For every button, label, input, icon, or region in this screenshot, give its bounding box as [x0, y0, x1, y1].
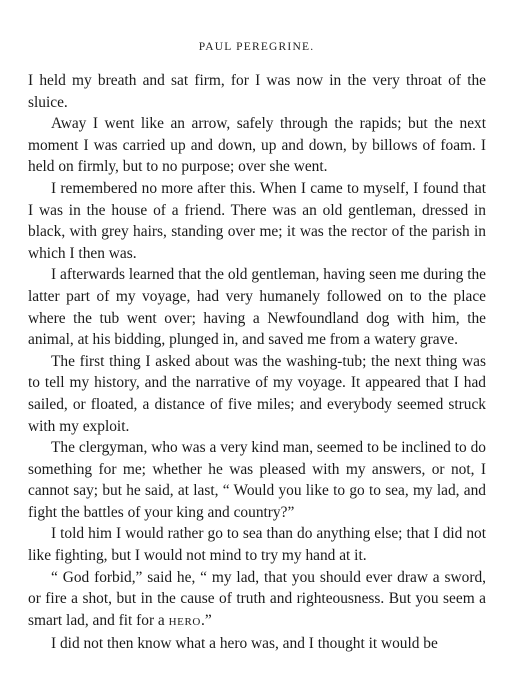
paragraph: I told him I would rather go to sea than do anything else; that I did not like fighting, but I would not mind to try my hand at it.	[28, 525, 486, 565]
paragraph: The first thing I asked about was the washing-tub; the next thing was to tell my history, and the narrative of my voyage. It appeared that I had sailed, or floated, a distance of five miles; and everybody seemed struck with my exploit.	[28, 352, 486, 435]
paragraph-text: “ God forbid,” said he, “ my lad, that you should ever draw a sword, or fire a shot, but in the cause of truth and righteousness. But you seem a smart lad, and fit for a	[28, 568, 486, 629]
paragraph: I afterwards learned that the old gentleman, having seen me during the latter part of my voyage, had very humanely followed on to the place where the tub went over; having a Newfoundland dog with him, the animal, at his bidding, plunged in, and saved me from a watery grave.	[28, 266, 486, 349]
paragraph	[28, 567, 486, 634]
paragraph: I held my breath and sat firm, for I was now in the very throat of the sluice.	[28, 72, 486, 111]
paragraph: I did not then know what a hero was, and I thought it would be	[51, 635, 438, 653]
paragraph: I remembered no more after this. When I came to myself, I found that I was in the house of a friend. There was an old gentleman, dressed in black, with grey hairs, standing over me; it was the rector of the parish in which I then was.	[28, 179, 486, 262]
running-head: PAUL PEREGRINE.	[198, 41, 315, 53]
small-caps-word: HERO	[168, 615, 201, 628]
body-text	[28, 70, 486, 655]
paragraph: Away I went like an arrow, safely through the rapids; but the next moment I was carried up and down, up and down, by billows of foam. I held on firmly, but to no purpose; over she went.	[28, 115, 486, 176]
paragraph-text: .”	[200, 611, 212, 629]
paragraph: The clergyman, who was a very kind man, seemed to be inclined to do something for me; whether he was pleased with my answers, or not, I cannot say; but he said, at last, “ Would you like to go to sea, my lad, and fight the battles of your king and country?”	[28, 439, 486, 521]
